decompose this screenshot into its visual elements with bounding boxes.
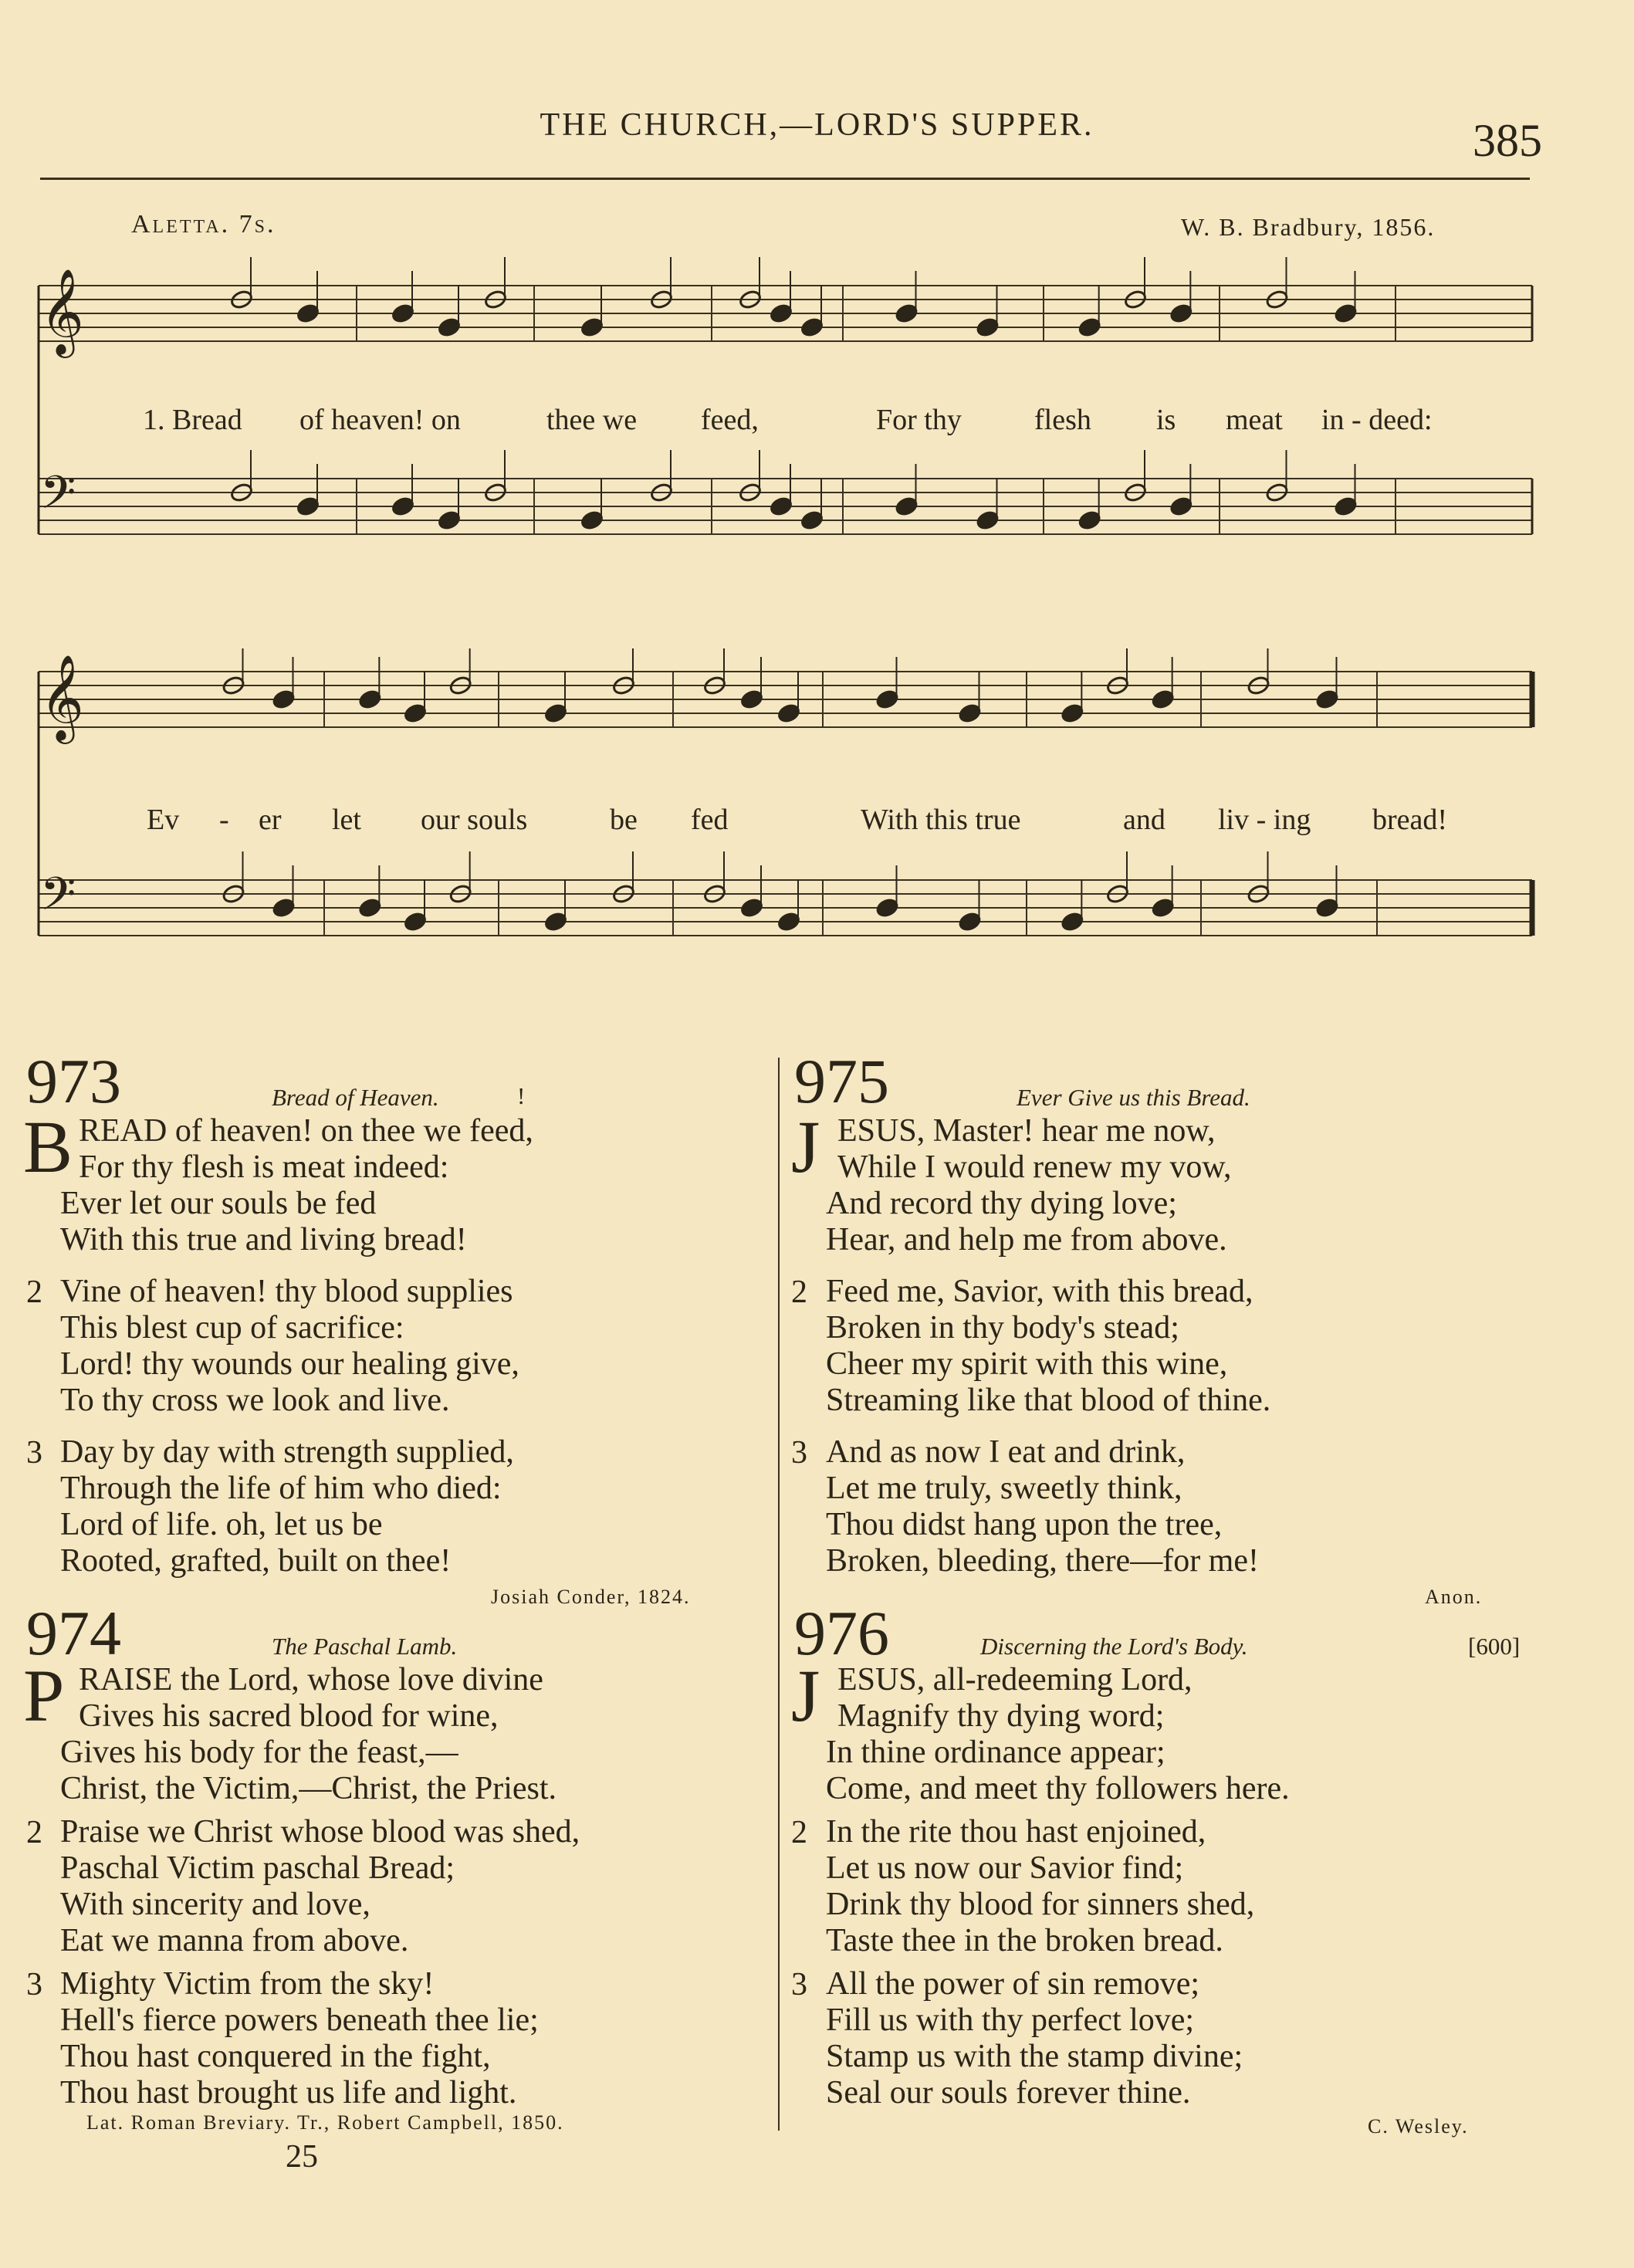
note-head xyxy=(296,303,320,323)
verse-line: Praise we Christ whose blood was shed, xyxy=(60,1814,580,1850)
verse-line: With sincerity and love, xyxy=(60,1887,370,1922)
verse-line: With this true and living bread! xyxy=(60,1222,467,1258)
stanza-number: 2 xyxy=(26,1815,42,1850)
note-head xyxy=(403,911,427,932)
note-head xyxy=(1334,303,1358,323)
note-head xyxy=(437,509,461,530)
hymn-meta: ! xyxy=(517,1082,526,1109)
verse-line: In thine ordinance appear; xyxy=(826,1735,1165,1770)
page-number: 385 xyxy=(1473,115,1542,166)
verse-line: Paschal Victim paschal Bread; xyxy=(60,1850,455,1886)
note-head xyxy=(391,303,414,323)
hymn-meta: [600] xyxy=(1468,1633,1521,1660)
note-head xyxy=(1334,496,1358,516)
hymn-976 xyxy=(791,1598,1563,2111)
header-rule xyxy=(40,178,1530,180)
note-head xyxy=(800,317,824,337)
note-head xyxy=(776,702,800,723)
note-head xyxy=(296,496,320,516)
verse-line: Thou didst hang upon the tree, xyxy=(826,1507,1223,1542)
lyric: let xyxy=(332,804,361,836)
bass-clef: 𝄢 xyxy=(40,867,76,932)
note-head xyxy=(272,897,296,918)
hymn-975 xyxy=(791,1046,1563,1590)
note-head xyxy=(776,911,800,932)
lyric: flesh xyxy=(1034,404,1091,436)
treble-clef: 𝄞 xyxy=(40,654,84,740)
hymn-number: 975 xyxy=(794,1046,889,1116)
note-head xyxy=(1315,689,1339,709)
hymn-number: 974 xyxy=(26,1598,121,1668)
verse-line: Lord! thy wounds our healing give, xyxy=(60,1346,519,1382)
note-head xyxy=(403,702,427,723)
lyric: and xyxy=(1123,804,1165,836)
attribution: Anon. xyxy=(1425,1586,1483,1608)
note-head xyxy=(800,509,824,530)
lyric: er xyxy=(259,804,282,836)
verse-line: For thy flesh is meat indeed: xyxy=(79,1149,449,1185)
verse-line: Let us now our Savior find; xyxy=(826,1850,1184,1886)
verse-line: Hear, and help me from above. xyxy=(826,1222,1227,1258)
verse-line: ESUS, Master! hear me now, xyxy=(837,1113,1216,1149)
verse-line: READ of heaven! on thee we feed, xyxy=(79,1113,533,1149)
verse-line: Streaming like that blood of thine. xyxy=(826,1383,1271,1418)
note-head xyxy=(1151,689,1175,709)
attribution: Josiah Conder, 1824. xyxy=(491,1586,691,1608)
lyric: liv - ing xyxy=(1218,804,1311,836)
treble-clef: 𝄞 xyxy=(40,268,84,354)
verse-line: RAISE the Lord, whose love divine xyxy=(79,1662,543,1698)
verse-line: Fill us with thy perfect love; xyxy=(826,2002,1195,2038)
lyric: 1. Bread xyxy=(143,404,242,436)
verse-line: Feed me, Savior, with this bread, xyxy=(826,1274,1253,1309)
lyric: meat xyxy=(1226,404,1283,436)
verse-line: Through the life of him who died: xyxy=(60,1471,502,1506)
note-head xyxy=(958,911,982,932)
note-head xyxy=(580,509,604,530)
stanza-number: 3 xyxy=(26,1435,42,1471)
note-head xyxy=(739,689,763,709)
verse-line: Thou hast brought us life and light. xyxy=(60,2075,517,2111)
running-title: THE CHURCH,—LORD'S SUPPER. xyxy=(540,107,1094,143)
note-head xyxy=(272,689,296,709)
verse-line: Lord of life. oh, let us be xyxy=(60,1507,383,1542)
note-head xyxy=(769,496,793,516)
bass-clef: 𝄢 xyxy=(40,465,76,530)
note-head xyxy=(895,303,918,323)
hymn-title: Ever Give us this Bread. xyxy=(1017,1084,1250,1111)
stanza-number: 3 xyxy=(791,1435,807,1471)
signature-mark: 25 xyxy=(286,2139,318,2175)
hymn-974 xyxy=(23,1598,764,2127)
verse-line: Come, and meet thy followers here. xyxy=(826,1771,1290,1806)
stanza-number: 3 xyxy=(791,1967,807,2002)
note-head xyxy=(895,496,918,516)
tune-name: Aletta. 7s. xyxy=(131,210,276,239)
note-head xyxy=(976,509,1000,530)
verse-line: Gives his sacred blood for wine, xyxy=(79,1698,499,1734)
note-head xyxy=(543,702,567,723)
verse-line: Let me truly, sweetly think, xyxy=(826,1471,1182,1506)
stanza-number: 2 xyxy=(26,1274,42,1310)
verse-line: Rooted, grafted, built on thee! xyxy=(60,1543,452,1579)
note-head xyxy=(976,317,1000,337)
verse-line: Hell's fierce powers beneath thee lie; xyxy=(60,2002,539,2038)
verse-line: Cheer my spirit with this wine, xyxy=(826,1346,1228,1382)
verse-line: All the power of sin remove; xyxy=(826,1966,1200,2002)
lyric: be xyxy=(610,804,638,836)
note-head xyxy=(1151,897,1175,918)
attribution: C. Wesley. xyxy=(1368,2115,1469,2138)
verse-line: Thou hast conquered in the fight, xyxy=(60,2039,491,2074)
note-head xyxy=(769,303,793,323)
drop-cap: J xyxy=(791,1654,820,1737)
verse-line: And as now I eat and drink, xyxy=(826,1434,1186,1470)
verse-line: Mighty Victim from the sky! xyxy=(60,1966,435,2002)
note-head xyxy=(1077,509,1101,530)
note-head xyxy=(1315,897,1339,918)
hymn-title: The Paschal Lamb. xyxy=(272,1633,458,1660)
lyrics-line-2 xyxy=(0,803,1634,841)
note-head xyxy=(1169,303,1193,323)
lyric: our souls xyxy=(421,804,528,836)
verse-line: To thy cross we look and live. xyxy=(60,1383,450,1418)
note-head xyxy=(358,689,382,709)
note-head xyxy=(543,911,567,932)
note-head xyxy=(580,317,604,337)
lyric: thee we xyxy=(546,404,638,436)
verse-line: Gives his body for the feast,— xyxy=(60,1735,458,1770)
hymn-973 xyxy=(23,1046,764,1590)
lyric: feed, xyxy=(701,404,759,436)
note-head xyxy=(958,702,982,723)
note-head xyxy=(875,689,899,709)
note-head xyxy=(437,317,461,337)
lyrics-line-1 xyxy=(0,403,1634,442)
lyric: bread! xyxy=(1372,804,1448,836)
verse-line: Christ, the Victim,—Christ, the Priest. xyxy=(60,1771,557,1806)
verse-line: Taste thee in the broken bread. xyxy=(826,1923,1223,1958)
lyric: is xyxy=(1156,404,1176,436)
verse-line: This blest cup of sacrifice: xyxy=(60,1310,404,1346)
verse-line: Drink thy blood for sinners shed, xyxy=(826,1887,1255,1922)
verse-line: Vine of heaven! thy blood supplies xyxy=(60,1274,513,1309)
verse-line: Eat we manna from above. xyxy=(60,1923,409,1958)
verse-line: Stamp us with the stamp divine; xyxy=(826,2039,1243,2074)
verse-line: And record thy dying love; xyxy=(826,1186,1177,1221)
verse-line: Broken, bleeding, there—for me! xyxy=(826,1543,1259,1579)
drop-cap: B xyxy=(23,1105,73,1188)
note-head xyxy=(1061,911,1084,932)
verse-line: In the rite thou hast enjoined, xyxy=(826,1814,1206,1850)
drop-cap: P xyxy=(23,1654,65,1737)
verse-line: Magnify thy dying word; xyxy=(837,1698,1165,1734)
hymn-number: 976 xyxy=(794,1598,889,1668)
attribution: Lat. Roman Breviary. Tr., Robert Campbell, 1850. xyxy=(86,2111,564,2134)
note-head xyxy=(1061,702,1084,723)
stanza-number: 2 xyxy=(791,1815,807,1850)
lyric: of heaven! on xyxy=(299,404,461,436)
verse-line: Broken in thy body's stead; xyxy=(826,1310,1179,1346)
note-head xyxy=(875,897,899,918)
hymn-number: 973 xyxy=(26,1046,121,1116)
verse-line: Day by day with strength supplied, xyxy=(60,1434,514,1470)
note-head xyxy=(1169,496,1193,516)
verse-line: Ever let our souls be fed xyxy=(60,1186,377,1221)
lyric: - xyxy=(219,804,229,836)
verse-line: While I would renew my vow, xyxy=(837,1149,1232,1185)
note-head xyxy=(1077,317,1101,337)
hymn-title: Bread of Heaven. xyxy=(272,1084,439,1111)
stanza-number: 3 xyxy=(26,1967,42,2002)
composer: W. B. Bradbury, 1856. xyxy=(1181,213,1436,241)
note-head xyxy=(358,897,382,918)
note-head xyxy=(391,496,414,516)
column-divider xyxy=(778,1058,780,2131)
lyric: Ev xyxy=(147,804,180,836)
lyric: With this true xyxy=(861,804,1021,836)
note-head xyxy=(739,897,763,918)
lyric: in - deed: xyxy=(1321,404,1433,436)
lyric: fed xyxy=(691,804,729,836)
verse-line: Seal our souls forever thine. xyxy=(826,2075,1191,2111)
stanza-number: 2 xyxy=(791,1274,807,1310)
verse-line: ESUS, all-redeeming Lord, xyxy=(837,1662,1193,1698)
hymn-title: Discerning the Lord's Body. xyxy=(980,1633,1248,1660)
drop-cap: J xyxy=(791,1105,820,1188)
lyric: For thy xyxy=(876,404,962,436)
